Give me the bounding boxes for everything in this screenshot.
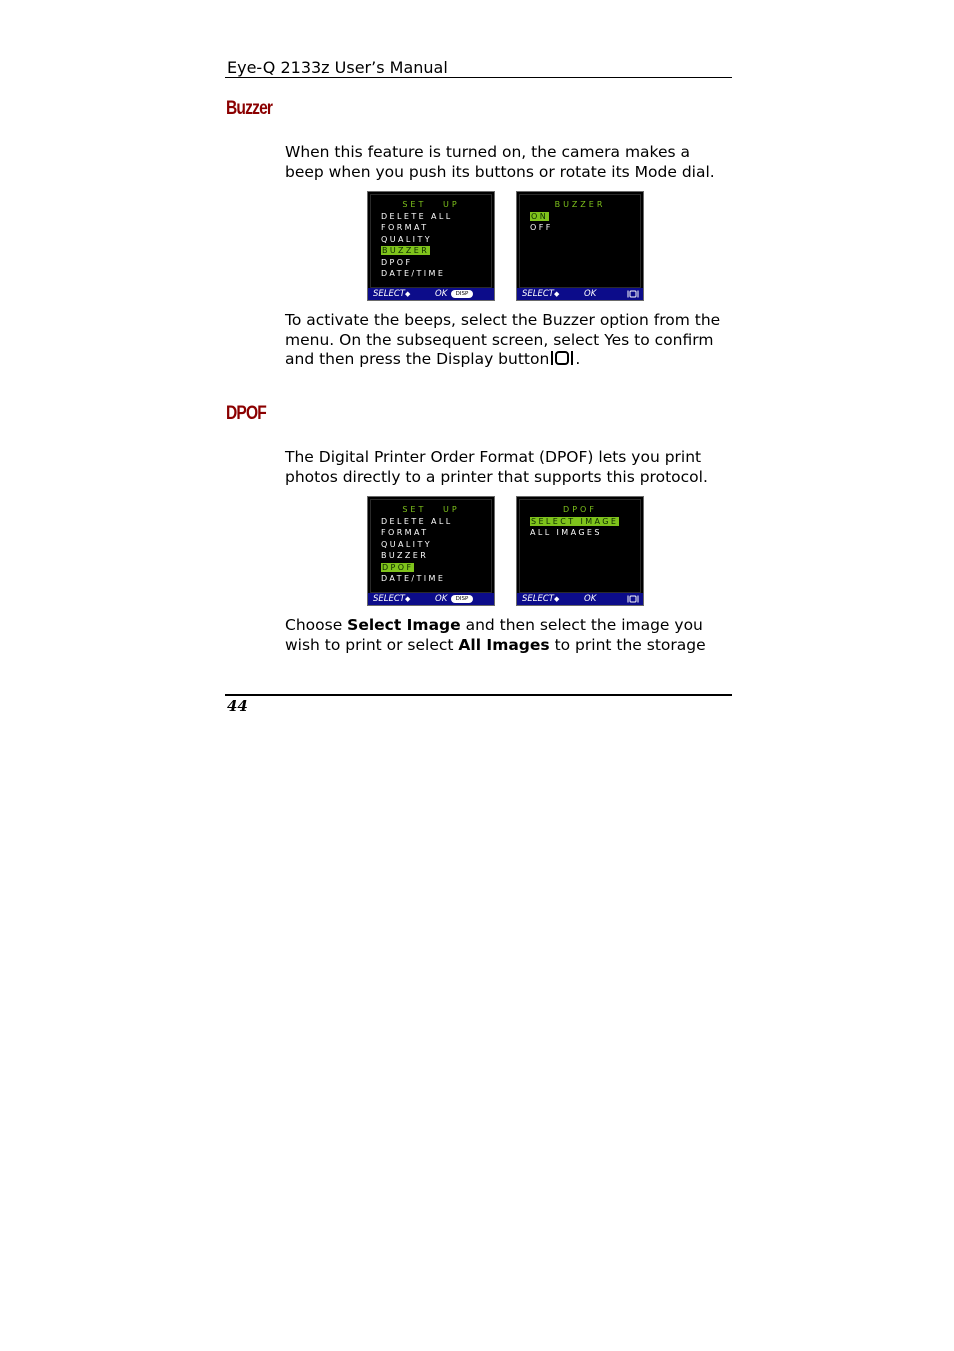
select-hint: SELECT◆	[522, 289, 560, 299]
all-images-term: All Images	[458, 635, 550, 654]
menu-item: FORMAT	[381, 223, 429, 233]
buzzer-instructions: To activate the beeps, select the Buzzer option from the menu. On the subsequent screen, select Yes to confirm and then press the Display button .	[285, 311, 721, 369]
dpof-option-screen	[516, 496, 644, 606]
menu-item: QUALITY	[381, 539, 433, 549]
menu-item: DATE/TIME	[381, 573, 446, 583]
menu-item: BUZZER	[381, 551, 429, 561]
menu-item-selected: DPOF	[382, 562, 414, 572]
display-button-icon	[627, 595, 639, 603]
ok-hint: OK	[584, 594, 597, 604]
manual-title: Eye-Q 2133z User’s Manual	[227, 58, 448, 77]
menu-item: DELETE ALL	[381, 212, 453, 221]
screen-title: BUZZER	[554, 200, 606, 209]
screen-title: DPOF	[563, 505, 597, 514]
menu-item: ALL IMAGES	[530, 528, 602, 538]
screen-title: SET UP	[402, 200, 460, 209]
screen-title: SET UP	[402, 505, 460, 514]
buzzer-option-screen	[516, 191, 644, 301]
screen-statusbar	[517, 288, 643, 300]
screen-statusbar	[517, 593, 643, 605]
up-down-arrow-icon: ◆	[554, 290, 560, 298]
menu-item: DELETE ALL	[381, 517, 453, 526]
buzzer-setup-menu-screen	[367, 191, 495, 301]
dpof-intro: The Digital Printer Order Format (DPOF) lets you print photos directly to a printer that supports this protocol.	[285, 448, 708, 486]
ok-hint: OK	[584, 289, 597, 299]
dpof-choose-text: Choose Select Image and then select the image you wish to print or select All Images to print the storage	[285, 616, 706, 654]
select-image-term: Select Image	[347, 616, 461, 634]
menu-item: FORMAT	[381, 528, 429, 538]
page-number: 44	[227, 697, 248, 715]
ok-hint: OK	[435, 289, 448, 299]
buzzer-heading: Buzzer	[226, 98, 273, 119]
buzzer-intro: When this feature is turned on, the camera makes a beep when you push its buttons or rotate its Mode dial.	[285, 143, 715, 181]
up-down-arrow-icon: ◆	[554, 595, 560, 603]
dpof-option-list	[530, 516, 619, 539]
buzzer-option-list	[530, 211, 553, 234]
menu-item-selected: ON	[531, 212, 549, 221]
menu-item-selected: SELECT IMAGE	[531, 517, 619, 526]
disp-button-icon: DISP	[451, 290, 473, 298]
dpof-heading: DPOF	[226, 403, 267, 424]
screen-statusbar	[368, 593, 494, 605]
disp-button-icon: DISP	[451, 595, 473, 603]
dpof-setup-menu-screen	[367, 496, 495, 606]
select-hint: SELECT◆	[522, 594, 560, 604]
menu-item: DPOF	[381, 257, 413, 267]
select-hint: SELECT◆	[373, 594, 411, 604]
menu-item-selected: BUZZER	[382, 246, 430, 256]
menu-item: OFF	[530, 223, 553, 233]
display-button-icon	[549, 350, 575, 366]
screen-statusbar	[368, 288, 494, 300]
up-down-arrow-icon: ◆	[405, 290, 411, 298]
select-hint: SELECT◆	[373, 289, 411, 299]
footer-divider	[225, 694, 732, 696]
header-divider	[225, 77, 732, 78]
setup-menu-list	[381, 516, 453, 584]
menu-item: DATE/TIME	[381, 268, 446, 278]
menu-item: QUALITY	[381, 234, 433, 244]
setup-menu-list	[381, 211, 453, 279]
display-button-icon	[627, 290, 639, 298]
ok-hint: OK	[435, 594, 448, 604]
up-down-arrow-icon: ◆	[405, 595, 411, 603]
